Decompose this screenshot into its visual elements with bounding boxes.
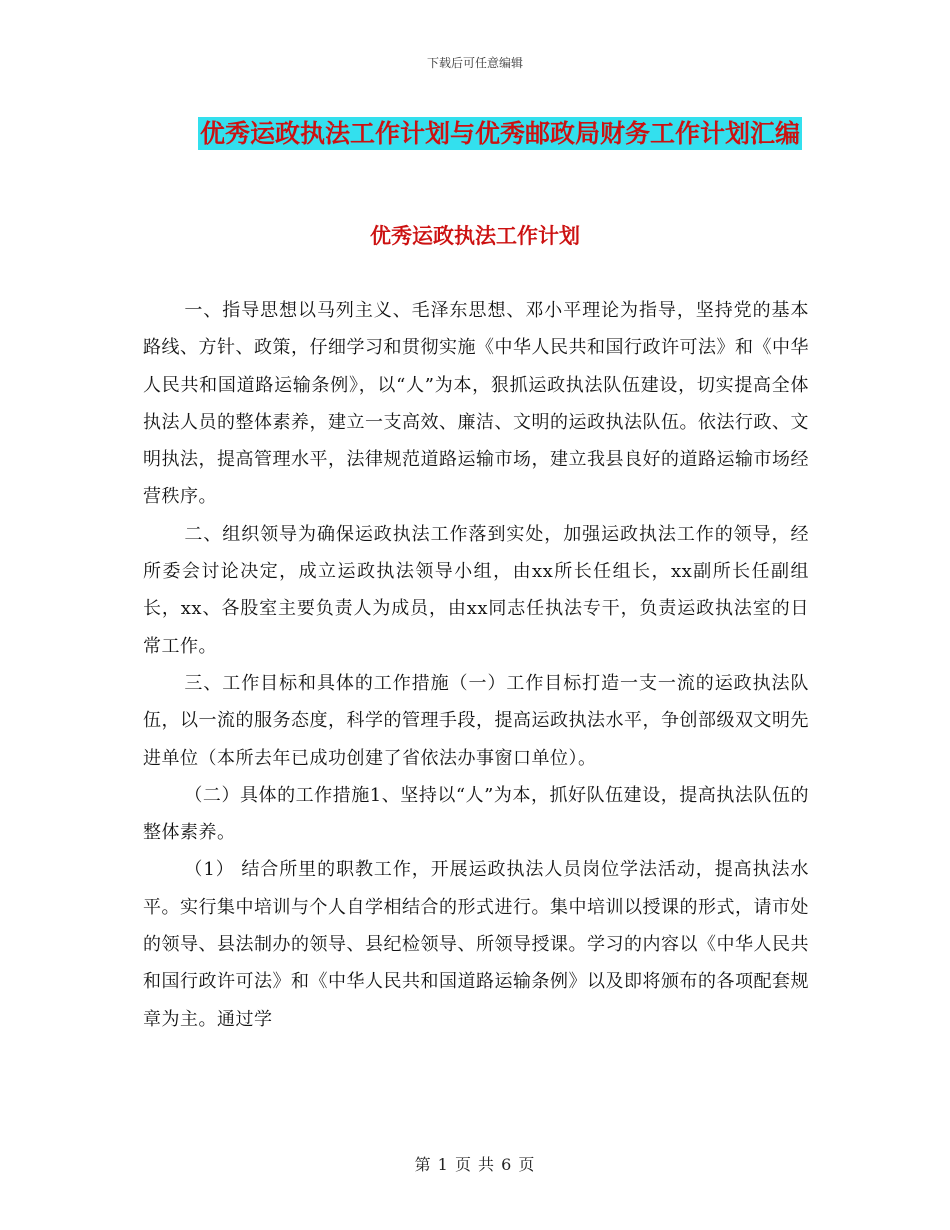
- paragraph-guiding-ideology: 一、指导思想以马列主义、毛泽东思想、邓小平理论为指导，坚持党的基本路线、方针、政策，仔细学习和贯彻实施《中华人民共和国行政许可法》和《中华人民共和国道路运输条例》，以“人”为本，狠抓运政执法队伍建设，切实提高全体执法人员的整体素养，建立一支高效、廉洁、文明的运政执法队伍。依法行政、文明执法，提高管理水平，法律规范道路运输市场，建立我县良好的道路运输市场经营秩序。: [143, 300, 809, 508]
- document-title-text: 优秀运政执法工作计划与优秀邮政局财务工作计划汇编: [199, 119, 800, 148]
- paragraph-organization: 二、组织领导为确保运政执法工作落到实处，加强运政执法工作的领导，经所委会讨论决定，成立运政执法领导小组，由xx所长任组长，xx副所长任副组长，xx、各股室主要负责人为成员，由xx同志任执法专干，负责运政执法室的日常工作。: [143, 523, 809, 657]
- paragraph-training: （1） 结合所里的职教工作，开展运政执法人员岗位学法活动，提高执法水平。实行集中培训与个人自学相结合的形式进行。集中培训以授课的形式，请市处的领导、县法制办的领导、县纪检领导、所领导授课。学习的内容以《中华人民共和国行政许可法》和《中华人民共和国道路运输条例》以及即将颁布的各项配套规章为主。通过学: [143, 859, 809, 1030]
- body-text: [143, 292, 809, 1038]
- section-title: 优秀运政执法工作计划: [370, 224, 580, 248]
- paragraph-work-measures: （二）具体的工作措施1、坚持以“人”为本，抓好队伍建设，提高执法队伍的整体素养。: [143, 784, 809, 844]
- paragraph-work-goals: 三、工作目标和具体的工作措施（一）工作目标打造一支一流的运政执法队伍，以一流的服务态度，科学的管理手段，提高运政执法水平，争创部级双文明先进单位（本所去年已成功创建了省依法办事窗口单位）。: [143, 672, 809, 769]
- header-note: 下载后可任意编辑: [426, 56, 523, 70]
- page-number-footer: 第 1 页 共 6 页: [414, 1155, 536, 1174]
- document-title: [190, 112, 810, 156]
